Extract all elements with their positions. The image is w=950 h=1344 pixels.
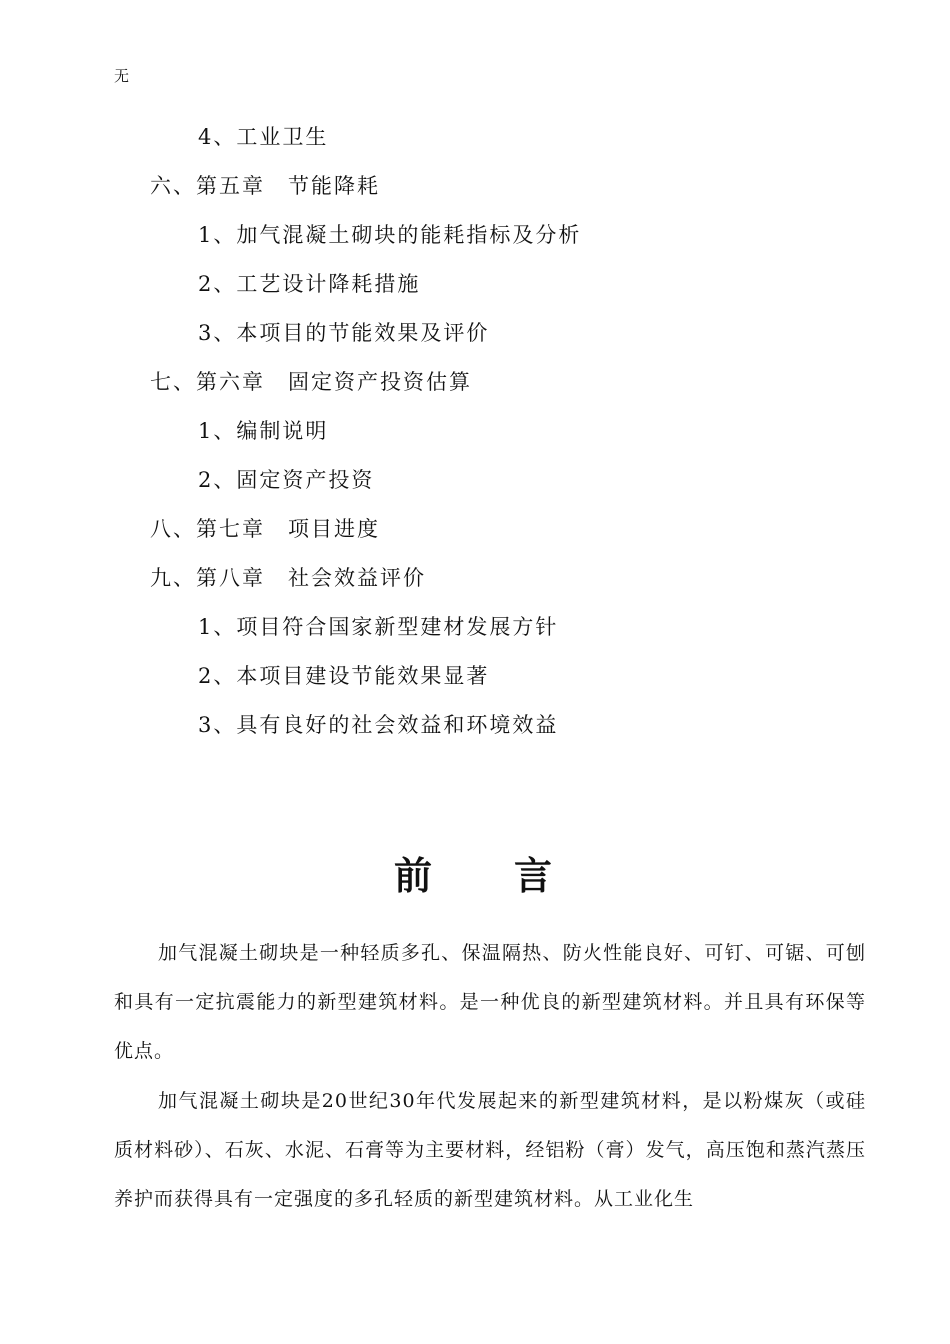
toc-item: 1、加气混凝土砌块的能耗指标及分析: [198, 223, 582, 247]
toc-item: 3、本项目的节能效果及评价: [198, 321, 490, 345]
toc-item: 1、编制说明: [198, 419, 329, 443]
toc-chapter: 八、第七章 项目进度: [150, 517, 380, 541]
toc-item: 4、工业卫生: [198, 125, 329, 149]
toc-chapter: 七、第六章 固定资产投资估算: [150, 370, 472, 394]
toc-item: 2、工艺设计降耗措施: [198, 272, 421, 296]
table-of-contents: [0, 120, 950, 757]
toc-item: 2、本项目建设节能效果显著: [198, 664, 490, 688]
toc-chapter: 九、第八章 社会效益评价: [150, 566, 426, 590]
preface-paragraph: 加气混凝土砌块是一种轻质多孔、保温隔热、防火性能良好、可钉、可锯、可刨和具有一定抗震能力的新型建筑材料。是一种优良的新型建筑材料。并且具有环保等优点。: [114, 942, 866, 1062]
toc-item: 1、项目符合国家新型建材发展方针: [198, 615, 559, 639]
page-header-mark: 无: [114, 67, 130, 85]
preface-paragraph: 加气混凝土砌块是20世纪30年代发展起来的新型建筑材料，是以粉煤灰（或硅质材料砂）、石灰、水泥、石膏等为主要材料，经铝粉（膏）发气，高压饱和蒸汽蒸压养护而获得具有一定强度的多孔轻质的新型建筑材料。从工业化生: [114, 1090, 866, 1210]
toc-chapter: 六、第五章 节能降耗: [150, 174, 380, 198]
toc-item: 3、具有良好的社会效益和环境效益: [198, 713, 559, 737]
toc-item: 2、固定资产投资: [198, 468, 375, 492]
preface-title: 前言: [393, 853, 634, 898]
